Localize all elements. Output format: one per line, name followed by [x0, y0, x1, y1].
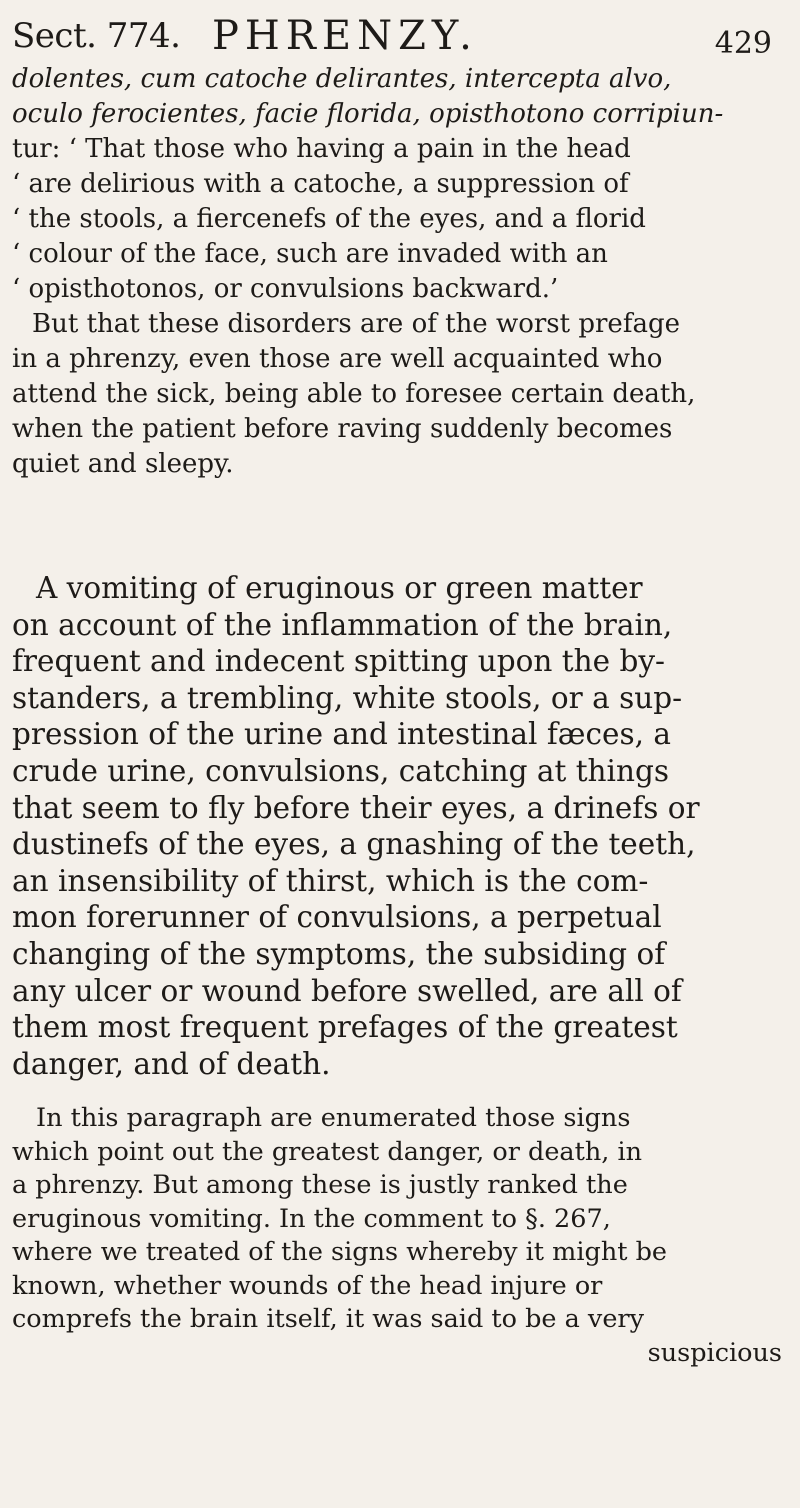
text-line: quiet and sleepy.	[12, 449, 234, 479]
text-line: them most frequent prefages of the greatest	[12, 1010, 678, 1045]
text-line: pression of the urine and intestinal fæces, a	[12, 717, 671, 752]
running-header	[12, 14, 772, 62]
page-number: 429	[714, 26, 772, 61]
latin-quote-paragraph	[12, 62, 790, 482]
text-line: where we treated of the signs whereby it might be	[12, 1237, 668, 1267]
catchword: suspicious	[647, 1337, 782, 1368]
text-line: crude urine, convulsions, catching at things	[12, 753, 670, 788]
text-line: ‘ colour of the face, such are invaded with an	[12, 239, 608, 269]
text-line: eruginous vomiting. In the comment to §. 267,	[12, 1203, 611, 1234]
section-number: Sect. 774.	[12, 16, 181, 56]
text-line: any ulcer or wound before swelled, are all of	[12, 973, 682, 1008]
text-line: mon forerunner of convulsions, a perpetual	[12, 900, 662, 935]
text-line: that seem to fly before their eyes, a drinefs or	[12, 790, 700, 825]
text-line: in a phrenzy, even those are well acquainted who	[12, 344, 663, 374]
commentary-paragraph	[12, 1102, 790, 1370]
text-line: frequent and indecent spitting upon the by-	[12, 644, 665, 679]
text-line: dolentes, cum catoche delirantes, intercepta alvo,	[12, 64, 672, 94]
text-line: ‘ the stools, a fiercenefs of the eyes, and a florid	[12, 204, 646, 234]
text-line: attend the sick, being able to foresee certain death,	[12, 379, 696, 409]
text-line: a phrenzy. But among these is justly ranked the	[12, 1170, 628, 1200]
text-line: dustinefs of the eyes, a gnashing of the teeth,	[12, 827, 696, 862]
text-line: But that these disorders are of the worst prefage	[32, 309, 680, 339]
running-title: PHRENZY.	[212, 13, 478, 59]
text-line: when the patient before raving suddenly becomes	[12, 414, 673, 444]
text-line: which point out the greatest danger, or death, in	[12, 1136, 643, 1167]
text-line: tur: ‘ That those who having a pain in the head	[12, 134, 631, 164]
text-line: A vomiting of eruginous or green matter	[36, 571, 643, 605]
text-line: changing of the symptoms, the subsiding of	[12, 936, 666, 971]
text-line: oculo ferocientes, facie florida, opisthotono corripiun-	[12, 99, 724, 129]
text-line: on account of the inflammation of the brain,	[12, 607, 673, 642]
aphorism-paragraph	[12, 570, 790, 1082]
text-line: ‘ are delirious with a catoche, a suppression of	[12, 169, 629, 199]
text-line: standers, a trembling, white stools, or a sup-	[12, 680, 683, 715]
text-line: comprefs the brain itself, it was said to be a very	[12, 1304, 645, 1334]
text-line: danger, and of death.	[12, 1046, 331, 1081]
text-line: known, whether wounds of the head injure or	[12, 1270, 603, 1301]
text-line: ‘ opisthotonos, or convulsions backward.’	[12, 274, 559, 304]
text-line: an insensibility of thirst, which is the com-	[12, 863, 649, 898]
text-line: In this paragraph are enumerated those signs	[36, 1103, 631, 1133]
